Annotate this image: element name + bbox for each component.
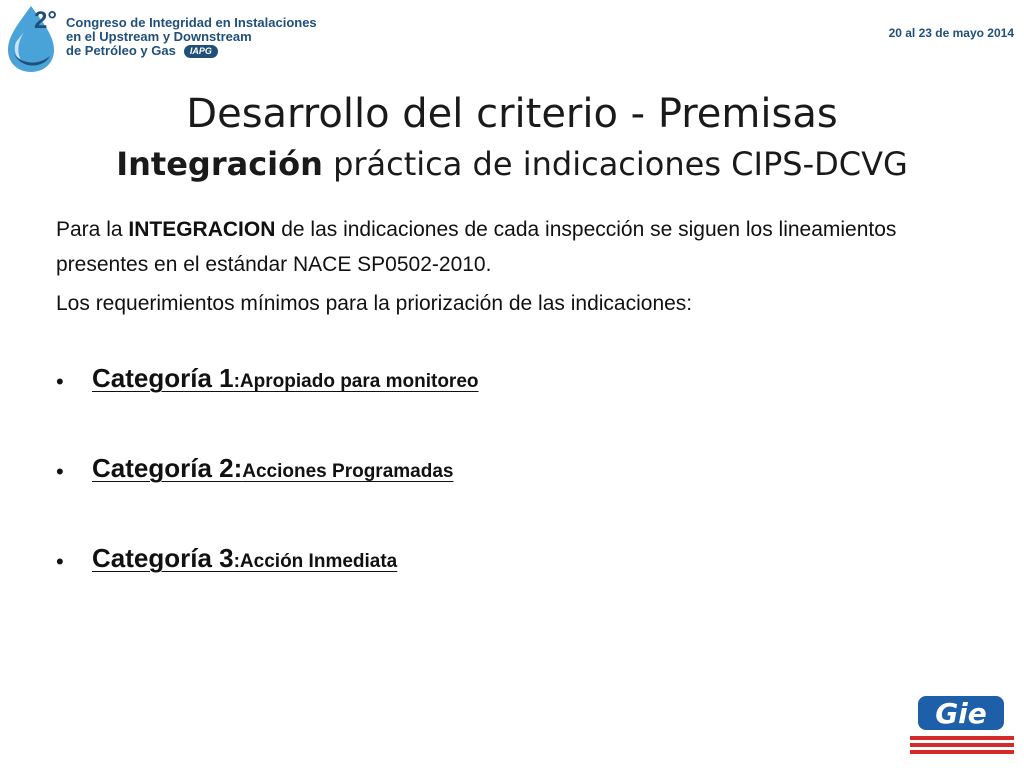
congress-name-line-3-text: de Petróleo y Gas <box>66 43 176 58</box>
event-date: 20 al 23 de mayo 2014 <box>888 26 1014 40</box>
category-1 <box>92 360 479 401</box>
body-paragraph-1 <box>56 212 956 282</box>
category-1-title: Categoría 1 <box>92 363 234 393</box>
body-p1-before: Para la <box>56 218 129 241</box>
congress-name-line-2: en el Upstream y Downstream <box>66 29 252 44</box>
category-3-title: Categoría 3 <box>92 543 234 573</box>
list-item <box>56 450 956 540</box>
iapg-logo: IAPG <box>184 45 218 58</box>
congress-logo-icon <box>4 2 58 74</box>
slide-header <box>0 0 1024 80</box>
congress-name-line-1: Congreso de Integridad en Instalaciones <box>66 15 317 30</box>
bullet-icon: • <box>56 459 64 484</box>
category-2 <box>92 450 453 491</box>
body-p1-bold: INTEGRACION <box>128 218 276 241</box>
logo-number: 2° <box>34 7 57 34</box>
subtitle-bold: Integración <box>116 145 323 183</box>
category-3 <box>92 540 397 581</box>
slide-title: Desarrollo del criterio - Premisas <box>186 91 838 137</box>
slide-body <box>56 212 956 321</box>
subtitle-rest: práctica de indicaciones CIPS-DCVG <box>322 145 908 183</box>
congress-name-line-3 <box>66 44 326 58</box>
gie-logo-text: Gie <box>935 697 987 730</box>
congress-name <box>66 16 326 58</box>
slide-subtitle <box>0 144 1024 184</box>
category-3-description: :Acción Inmediata <box>233 551 398 572</box>
body-p1-after: de las indicaciones de cada inspección se siguen los lineamientos presentes en el estándar NACE SP0502-2010. <box>56 218 897 276</box>
list-item <box>56 360 956 450</box>
body-paragraph-2: Los requerimientos mínimos para la priorización de las indicaciones: <box>56 292 693 315</box>
category-1-description: :Apropiado para monitoreo <box>233 371 479 392</box>
list-item <box>56 540 956 630</box>
category-2-title: Categoría 2: <box>92 453 243 483</box>
gie-logo-icon <box>910 694 1014 756</box>
category-list <box>56 360 956 630</box>
bullet-icon: • <box>56 369 64 394</box>
category-2-description: Acciones Programadas <box>242 461 454 482</box>
bullet-icon: • <box>56 549 64 574</box>
